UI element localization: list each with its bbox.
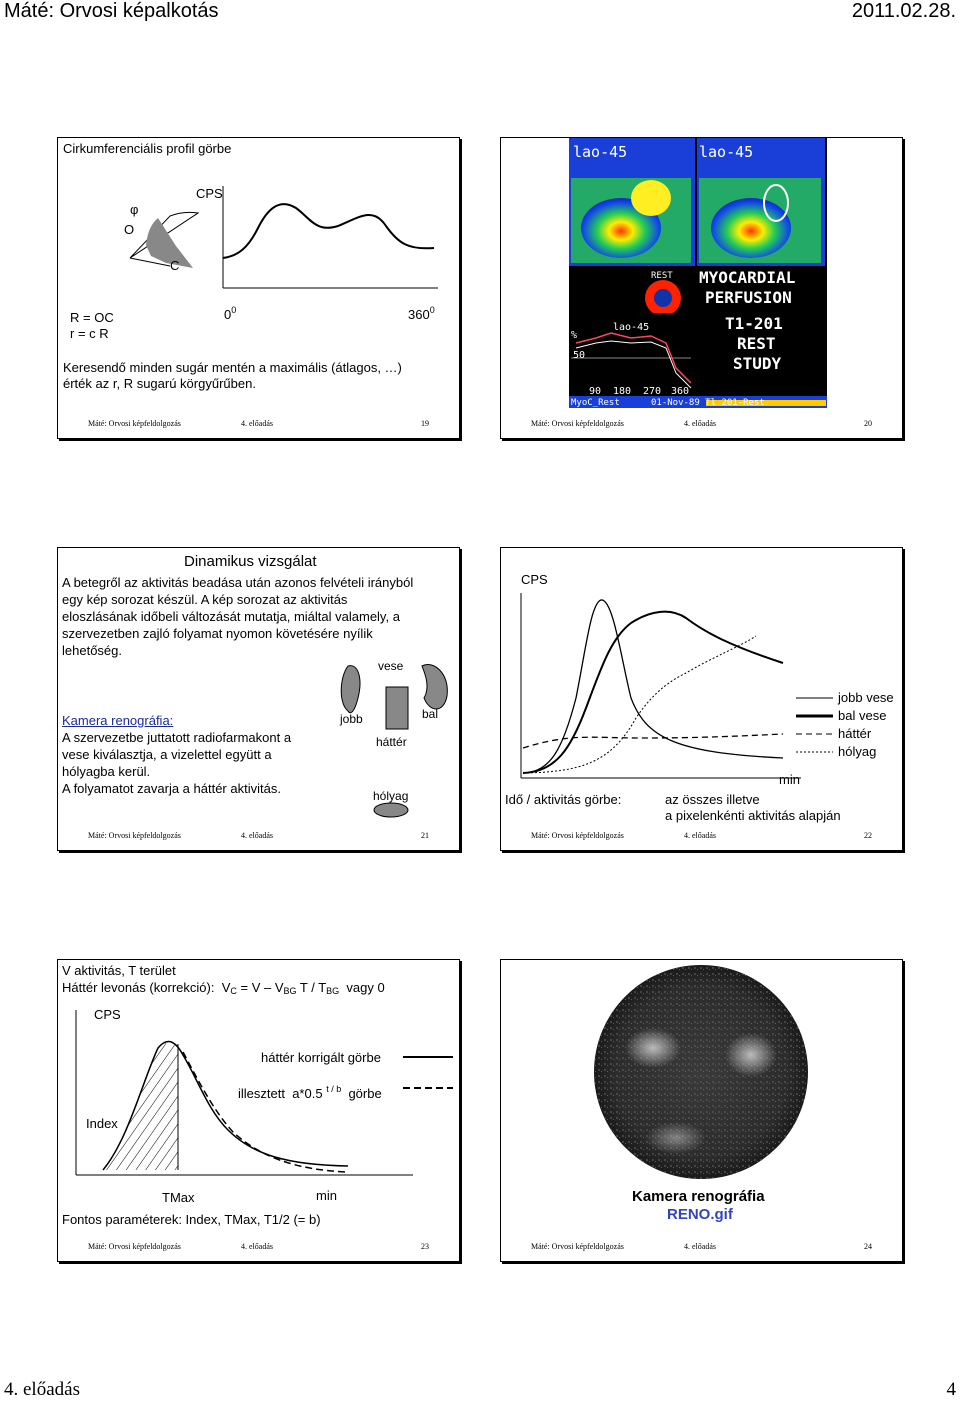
slide-footer: Máté: Orvosi képfeldolgozás 4. előadás 21 [88,831,429,840]
line-1: V aktivitás, T terület [62,963,176,978]
desc-line-1: Keresendő minden sugár mentén a maximális (átlagos, …) [63,360,402,375]
cps-label: CPS [94,1007,121,1022]
lao-small-label: lao-45 [613,322,650,333]
ido-label: Idő / aktivitás görbe: [505,792,622,807]
slide-22 [500,547,903,851]
hatter-label: háttér [376,735,407,749]
osszes-line-1: az összes illetve [665,792,760,807]
legend-bal-vese: bal vese [838,708,887,723]
slide-footer: Máté: Orvosi képfeldolgozás 4. előadás 24 [531,1242,872,1251]
bottom-left-label: MyoC_Rest [571,398,620,408]
deg360-label: $360^0$ [408,305,435,322]
legend-jobb-vese: jobb vese [838,690,894,705]
cps-label: CPS [521,572,548,587]
r-formula: R = OC [70,310,114,325]
myocardial-perfusion-image [501,138,902,438]
page-footer [0,1377,960,1399]
lao-right-label: lao-45 [699,143,754,161]
correction-formula: Háttér levonás (korrekció): $V_C = V - V_{BG}$ T / $T_{BG}$ vagy 0 [62,980,385,996]
rest-label: REST [651,271,673,281]
korrigalt-label: háttér korrigált görbe [261,1050,381,1065]
tick-360: 360 [671,386,690,397]
tick-180: 180 [613,386,632,397]
page-header [0,0,960,24]
kamera-line-2: vese kiválasztja, a vizelettel együtt a [62,747,272,762]
c-label: C [170,258,180,273]
kamera-line-4: A folyamatot zavarja a háttér aktivitás. [62,781,281,796]
slide-20 [500,137,903,439]
cps-label: CPS [196,186,223,201]
fontos-label: Fontos paraméterek: Index, TMax, T1/2 (= b) [62,1212,321,1227]
perfusion-line-3: T1-201 [725,314,783,333]
legend-holyag: hólyag [838,744,877,759]
perfusion-line-1: MYOCARDIAL [699,268,796,287]
holyag-label: hólyag [373,789,409,803]
deg0-label: $0^0$ [224,305,237,322]
bal-label: bal [422,707,439,721]
slide-footer: Máté: Orvosi képfeldolgozás 4. előadás 23 [88,1242,429,1251]
slide-21 [57,547,460,851]
jobb-label: jobb [340,712,363,726]
phi-label: φ [130,202,139,217]
index-label: Index [86,1116,118,1131]
kamera-caption: Kamera renográfia [632,1188,765,1205]
perfusion-line-2: PERFUSION [705,288,792,307]
para-line-5: lehetőség. [62,643,122,658]
perfusion-line-4: REST [737,334,776,353]
lao-left-label: lao-45 [573,143,628,161]
tick-270: 270 [643,386,662,397]
tmax-label: TMax [162,1190,195,1205]
slide-footer: Máté: Orvosi képfeldolgozás 4. előadás 22 [531,831,872,840]
vese-label: vese [378,659,404,673]
legend-hatter: háttér [838,726,872,741]
header-title: Máté: Orvosi képalkotás [4,0,219,22]
kamera-heading: Kamera renográfia: [62,713,174,728]
kamera-line-3: hólyagba kerül. [62,764,151,779]
desc-line-2: érték az r, R sugarú körgyűrűben. [63,376,256,391]
profile-diagram [58,138,459,438]
osszes-line-2: a pixelenkénti aktivitás alapján [665,808,841,823]
fifty-label: 50 [573,350,586,361]
para-line-3: eloszlásának időbeli változását mutatja, miáltal valamely, a [62,609,400,624]
slide-footer: Máté: Orvosi képfeldolgozás 4. előadás 20 [531,419,872,428]
footer-lecture: 4. előadás [4,1379,80,1400]
footer-page-number: 4 [946,1379,956,1400]
slide-24 [500,959,903,1262]
bottom-right-label: 01-Nov-89 Tl 201-Rest [651,398,765,408]
kidney-diagram [58,548,459,850]
header-date: 2011.02.28. [851,0,956,22]
min-label: min [779,772,800,787]
slide-title: Cirkumferenciális profil görbe [63,141,232,156]
min-label: min [316,1188,337,1203]
kamera-line-1: A szervezetbe juttatott radiofarmakont a [62,730,292,745]
o-label: O [124,222,135,237]
slide-title: Dinamikus vizsgálat [184,553,317,570]
slide-footer: Máté: Orvosi képfeldolgozás 4. előadás 19 [88,419,429,428]
percent-label: % [571,330,578,341]
para-line-2: egy kép sorozat készül. A kép sorozat az aktivitás [62,592,348,607]
r-small-formula: r = c R [70,326,109,341]
perfusion-line-5: STUDY [733,354,782,373]
para-line-1: A betegről az aktivitás beadása után azonos felvételi irányból [62,575,414,590]
slide-23 [57,959,460,1262]
reno-link[interactable]: RENO.gif [667,1206,733,1223]
illesztett-label: illesztett a*0.5 $^{t / b}$ görbe [238,1084,382,1101]
slide-19 [57,137,460,439]
para-line-4: szervezetben zajló folyamat nyomon követésére nyílik [62,626,373,641]
tick-90: 90 [589,386,602,397]
